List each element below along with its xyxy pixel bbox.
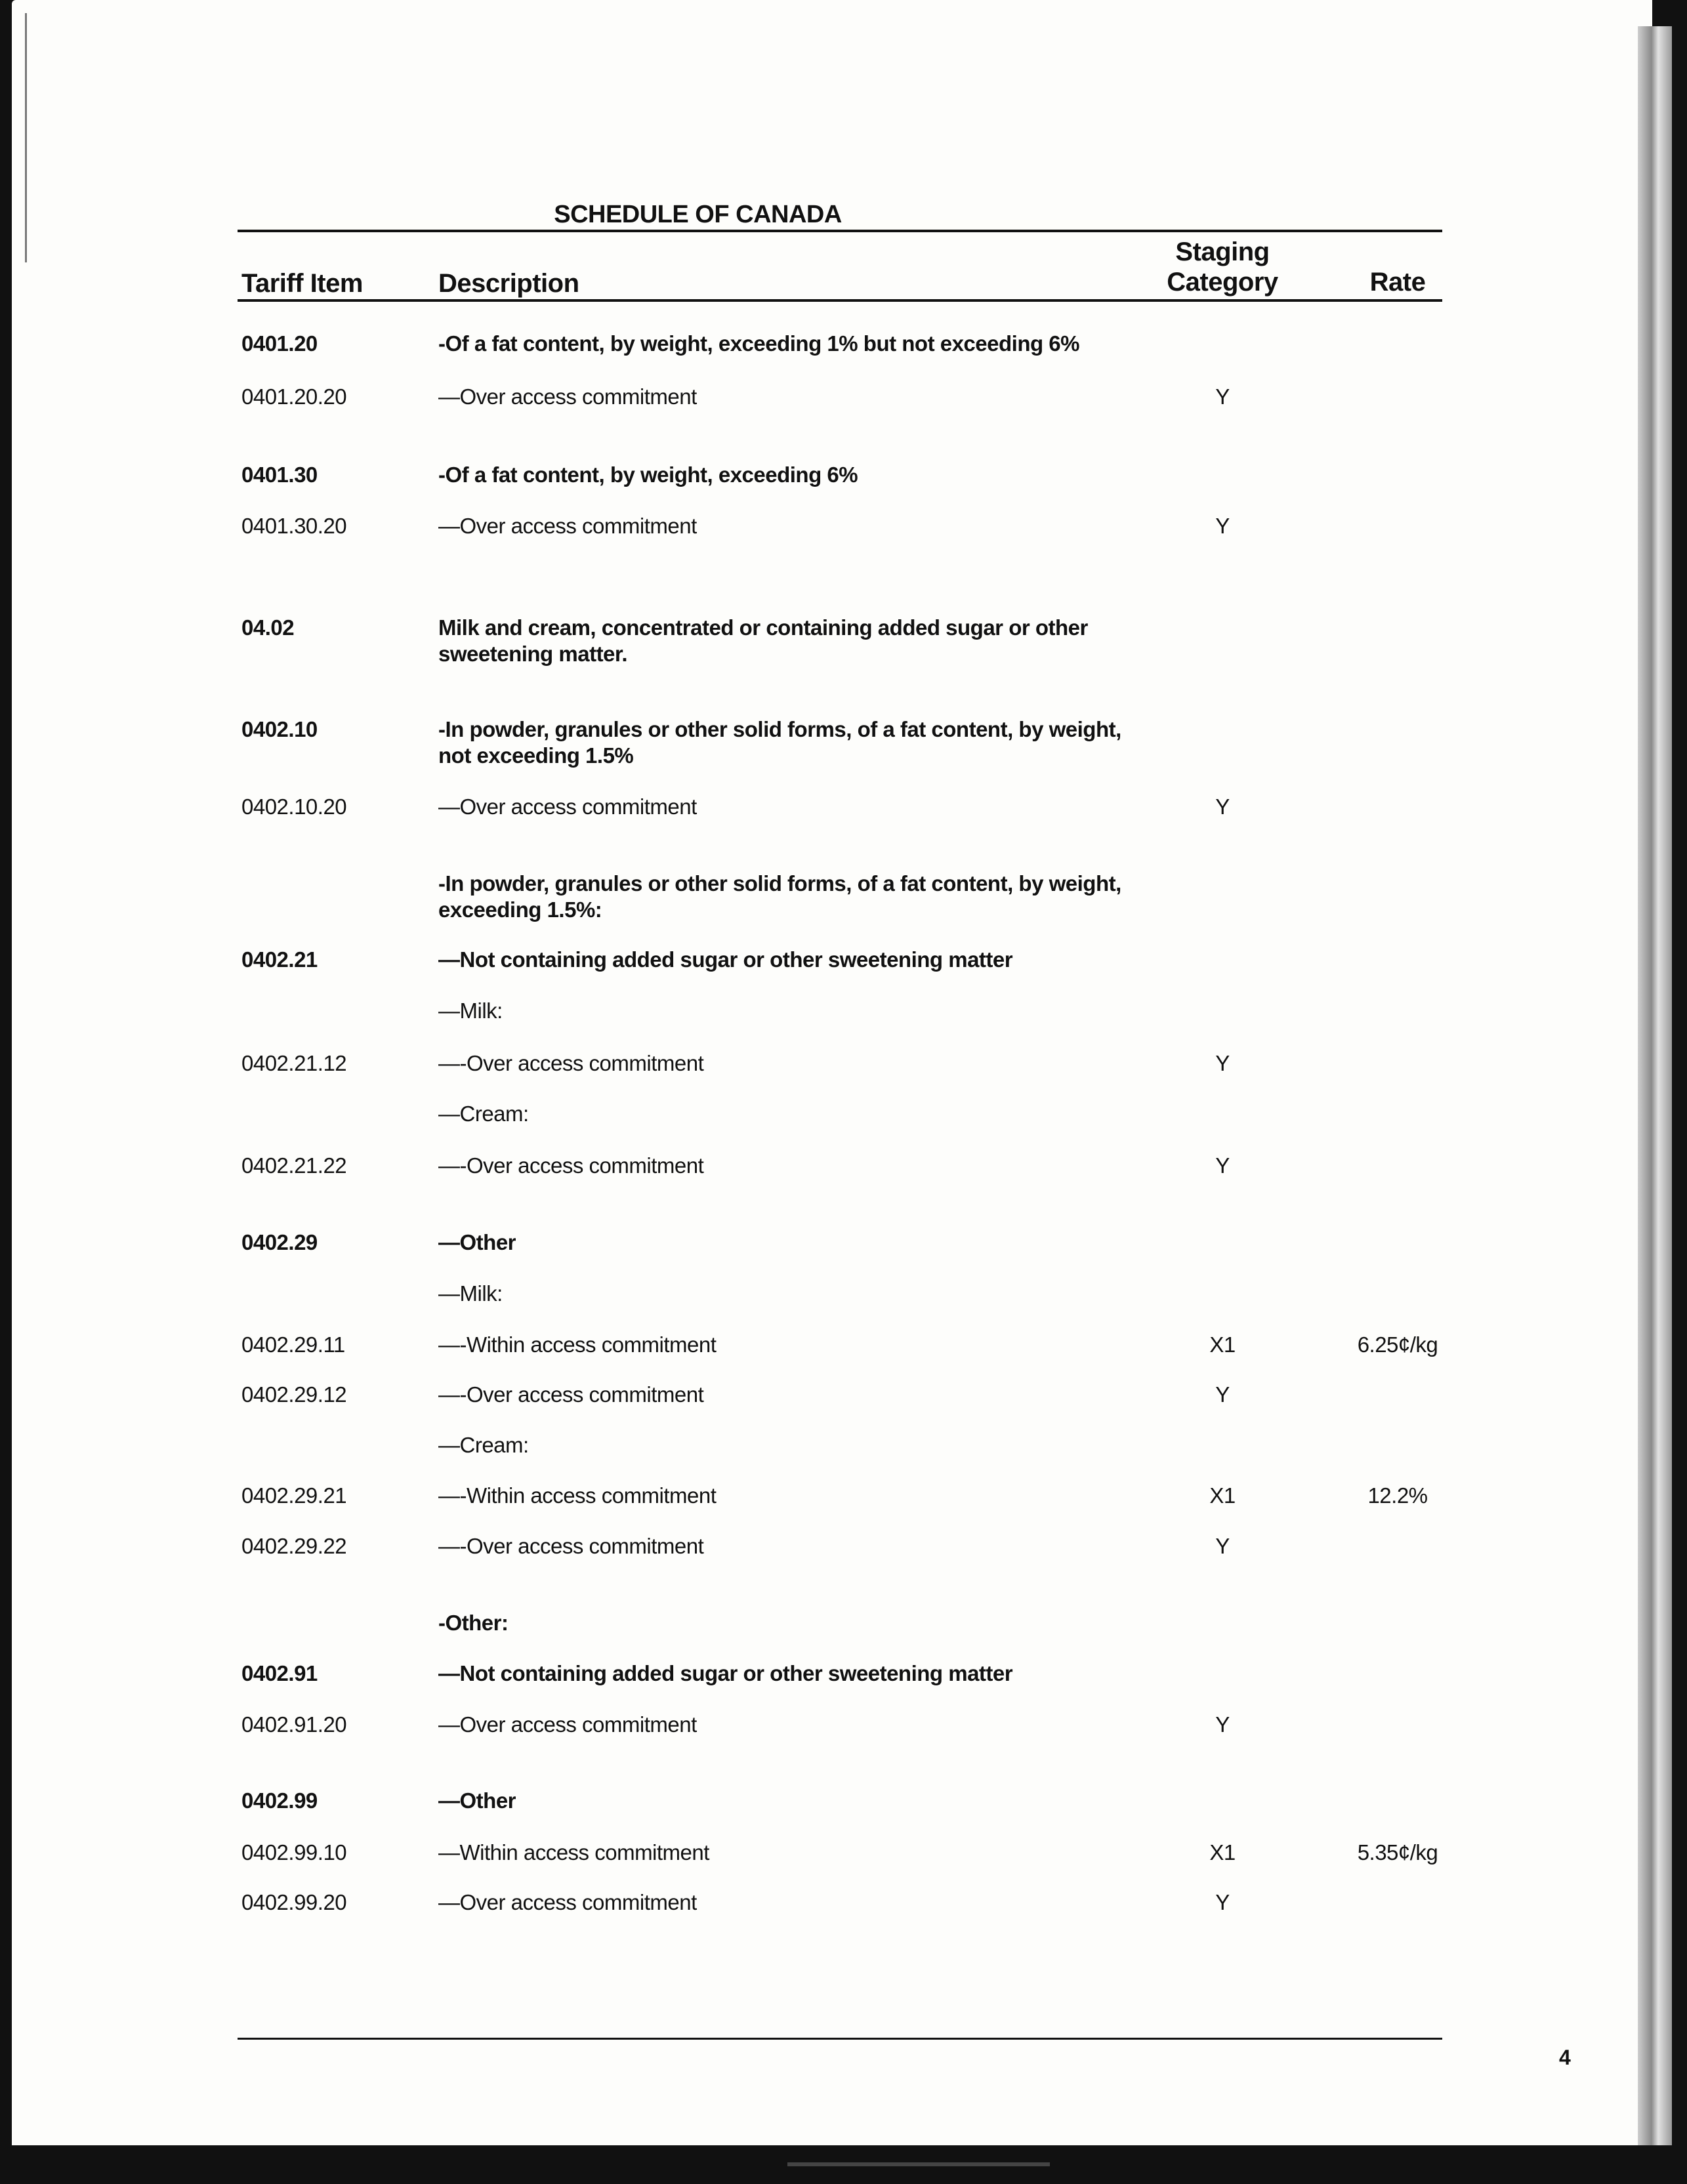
header-rate: Rate: [1369, 268, 1426, 297]
tariff-item-cell: 0402.10: [241, 717, 318, 741]
page-edge-shadow: [1638, 26, 1672, 2145]
tariff-item-cell: 0402.29.21: [241, 1483, 347, 1508]
description-cell: —Over access commitment: [438, 514, 697, 538]
staging-category-cell: X1: [1209, 1483, 1236, 1508]
footer-rule: [238, 2038, 1442, 2040]
description-cell: -Of a fat content, by weight, exceeding 6%: [438, 463, 858, 487]
staging-category-cell: Y: [1215, 1153, 1230, 1178]
header-staging-line2: Category: [1167, 268, 1278, 297]
staging-category-cell: Y: [1215, 794, 1230, 819]
description-cell: -Of a fat content, by weight, exceeding 1% but not exceeding 6%: [438, 331, 1079, 356]
tariff-item-cell: 0402.91: [241, 1661, 318, 1685]
rate-cell: 12.2%: [1367, 1483, 1428, 1508]
description-cell: -In powder, granules or other solid forms, of a fat content, by weight, exceeding 1.5%:: [438, 871, 1121, 922]
tariff-item-cell: 0402.21.22: [241, 1153, 347, 1178]
tariff-item-cell: 04.02: [241, 615, 295, 640]
tariff-item-cell: 0402.29: [241, 1230, 318, 1254]
header-description: Description: [438, 269, 579, 298]
page-number: 4: [1559, 2046, 1571, 2069]
header-tariff-item: Tariff Item: [241, 269, 363, 298]
tariff-item-cell: 0402.21.12: [241, 1051, 347, 1075]
staging-category-cell: Y: [1215, 1890, 1230, 1914]
description-cell: —Other: [438, 1788, 516, 1813]
description-cell: —-Over access commitment: [438, 1051, 704, 1075]
staging-category-cell: Y: [1215, 514, 1230, 538]
description-cell: —Within access commitment: [438, 1840, 709, 1865]
description-cell: —-Within access commitment: [438, 1332, 717, 1357]
staging-category-cell: Y: [1215, 1534, 1230, 1558]
description-cell: —Over access commitment: [438, 1712, 697, 1737]
description-cell: —Milk:: [438, 1281, 503, 1306]
scan-bottom-strip: [787, 2162, 1050, 2166]
tariff-item-cell: 0402.29.12: [241, 1382, 347, 1407]
staging-category-cell: Y: [1215, 384, 1230, 409]
document-title: SCHEDULE OF CANADA: [554, 201, 842, 228]
staging-category-cell: X1: [1209, 1840, 1236, 1865]
tariff-item-cell: 0402.29.22: [241, 1534, 347, 1558]
description-cell: —Over access commitment: [438, 794, 697, 819]
header-staging-line1: Staging: [1175, 237, 1270, 266]
tariff-item-cell: 0402.21: [241, 947, 318, 972]
tariff-item-cell: 0401.20.20: [241, 384, 347, 409]
staging-category-cell: Y: [1215, 1712, 1230, 1737]
description-cell: —Over access commitment: [438, 384, 697, 409]
description-cell: —Other: [438, 1230, 516, 1254]
staging-category-cell: X1: [1209, 1332, 1236, 1357]
description-cell: —Milk:: [438, 999, 503, 1023]
description-cell: —-Within access commitment: [438, 1483, 717, 1508]
description-cell: —-Over access commitment: [438, 1153, 704, 1178]
tariff-item-cell: 0402.10.20: [241, 794, 347, 819]
description-cell: —Cream:: [438, 1433, 529, 1457]
description-cell: —-Over access commitment: [438, 1382, 704, 1407]
tariff-item-cell: 0402.99: [241, 1788, 318, 1813]
header-top-rule: [238, 230, 1442, 232]
tariff-item-cell: 0402.91.20: [241, 1712, 347, 1737]
description-cell: —-Over access commitment: [438, 1534, 704, 1558]
description-cell: —Not containing added sugar or other sweetening matter: [438, 1661, 1013, 1685]
tariff-item-cell: 0401.20: [241, 331, 318, 356]
description-cell: —Over access commitment: [438, 1890, 697, 1914]
description-cell: —Not containing added sugar or other sweetening matter: [438, 947, 1013, 972]
staging-category-cell: Y: [1215, 1382, 1230, 1407]
tariff-item-cell: 0402.29.11: [241, 1332, 345, 1357]
staging-category-cell: Y: [1215, 1051, 1230, 1075]
tariff-item-cell: 0402.99.20: [241, 1890, 347, 1914]
rate-cell: 5.35¢/kg: [1357, 1840, 1438, 1865]
description-cell: Milk and cream, concentrated or containing added sugar or other sweetening matter.: [438, 615, 1088, 666]
header-bottom-rule: [238, 299, 1442, 302]
tariff-item-cell: 0402.99.10: [241, 1840, 347, 1865]
tariff-item-cell: 0401.30: [241, 463, 318, 487]
description-cell: -Other:: [438, 1611, 509, 1635]
description-cell: —Cream:: [438, 1102, 529, 1126]
description-cell: -In powder, granules or other solid forms, of a fat content, by weight, not exceeding 1.5%: [438, 717, 1121, 768]
tariff-item-cell: 0401.30.20: [241, 514, 347, 538]
rate-cell: 6.25¢/kg: [1357, 1332, 1438, 1357]
